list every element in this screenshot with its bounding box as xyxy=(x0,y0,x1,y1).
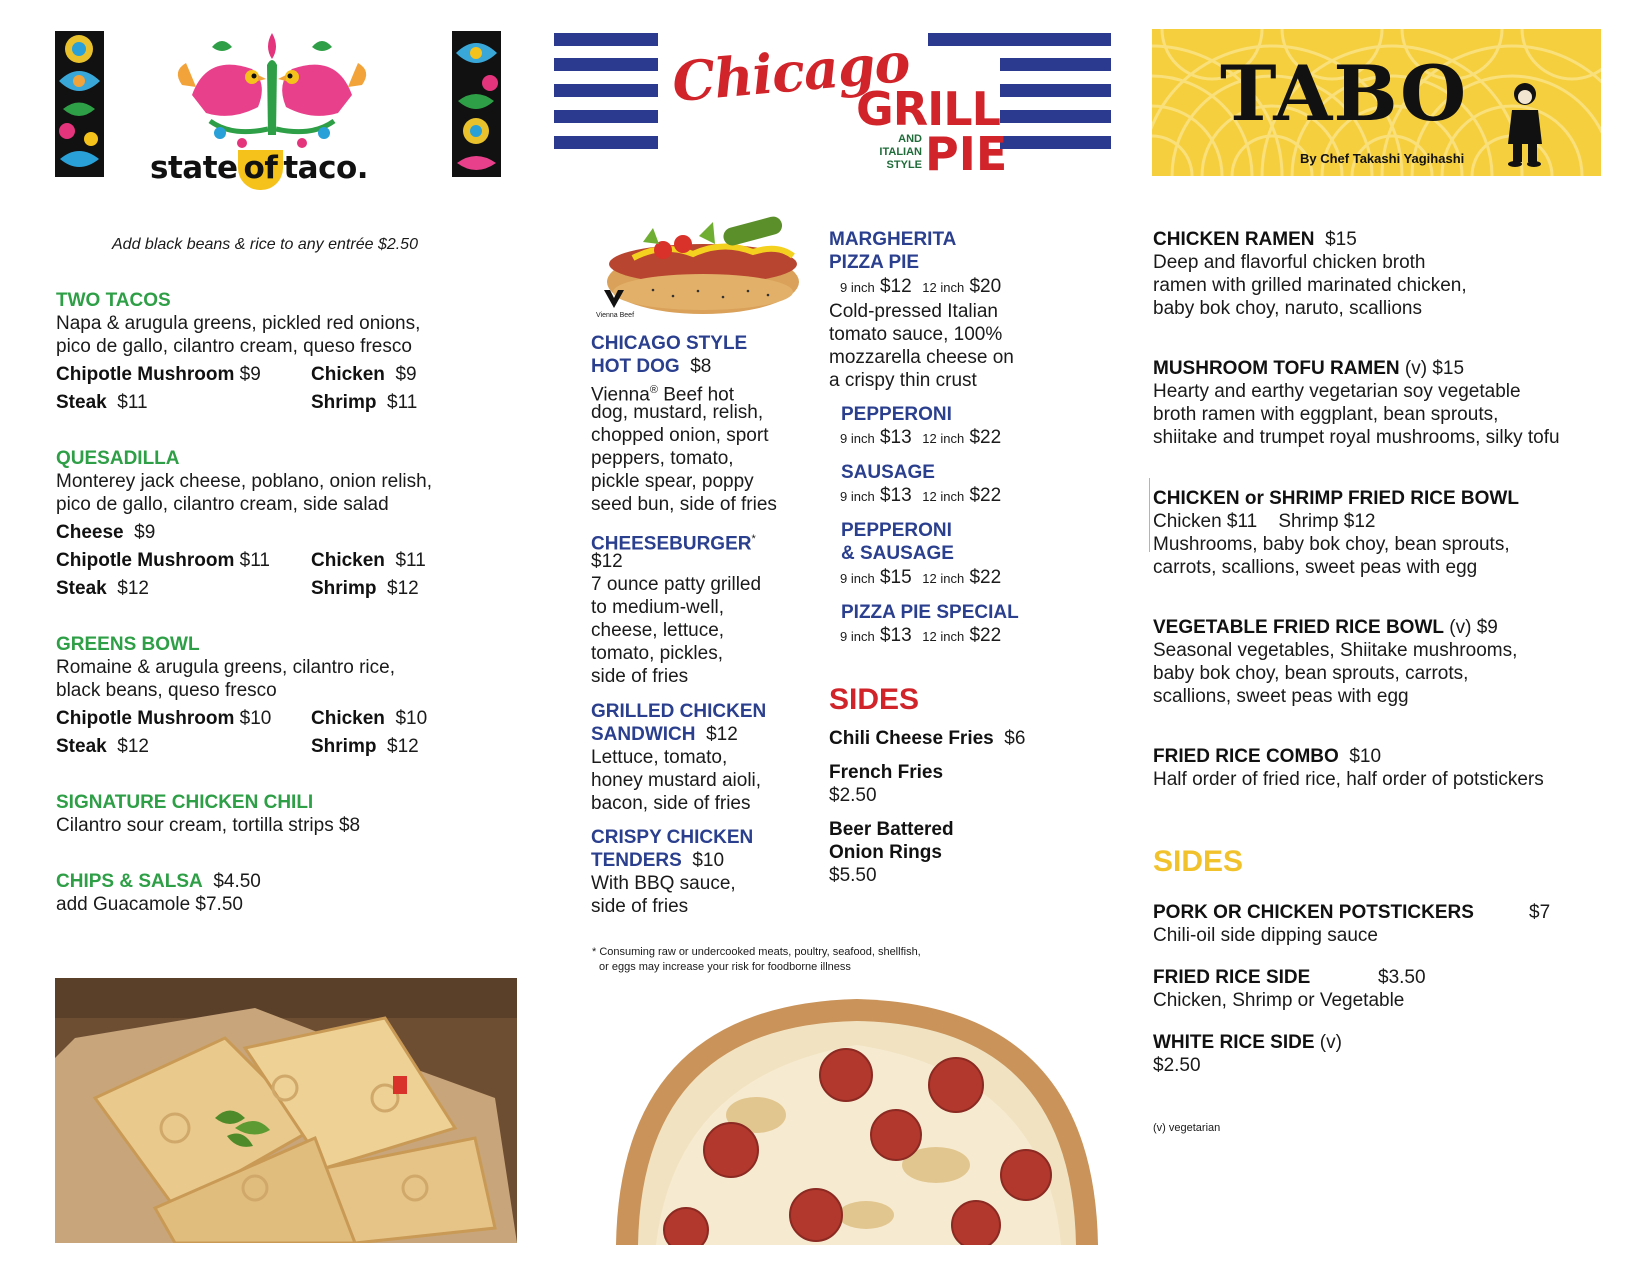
price-row: Shrimp $12 xyxy=(311,736,419,757)
cheeseburger-desc: side of fries xyxy=(591,666,689,687)
chicago-logo-script: Chicago xyxy=(669,29,912,115)
pepperoni-sizes: 9 inch $13 12 inch $22 xyxy=(840,427,1002,448)
hot-dog-title-row: HOT DOG $8 xyxy=(591,356,712,377)
fried-rice-side-title: FRIED RICE SIDE xyxy=(1153,967,1311,988)
fried-rice-bowl-desc: Mushrooms, baby bok choy, bean sprouts, xyxy=(1153,534,1510,555)
stripe xyxy=(554,110,658,123)
chili-title: SIGNATURE CHICKEN CHILI xyxy=(56,792,314,813)
price-row: Chicken $11 xyxy=(311,550,426,571)
side-price: $5.50 xyxy=(829,865,877,886)
veg-bowl-desc: baby bok choy, bean sprouts, carrots, xyxy=(1153,663,1469,684)
price-row: Chipotle Mushroom $10 xyxy=(56,708,272,729)
stripe xyxy=(1000,110,1111,123)
grilled-chicken-desc: Lettuce, tomato, xyxy=(591,747,728,768)
sausage-title: SAUSAGE xyxy=(841,462,935,483)
margherita-desc: tomato sauce, 100% xyxy=(829,324,1003,345)
greens-bowl-title: GREENS BOWL xyxy=(56,634,200,655)
cheeseburger-price: $12 xyxy=(591,551,623,572)
text-cursor-line xyxy=(1149,478,1150,552)
hot-dog-desc: dog, mustard, relish, xyxy=(591,402,764,423)
mushroom-ramen-desc: broth ramen with eggplant, bean sprouts, xyxy=(1153,404,1499,425)
birds-folk-art-icon xyxy=(172,25,372,155)
pizza-photo xyxy=(616,995,1098,1245)
hot-dog-desc: Vienna® Beef hot xyxy=(591,384,734,406)
fried-rice-side-price: $3.50 xyxy=(1378,967,1426,988)
margherita-title: MARGHERITA xyxy=(829,229,957,250)
hot-dog-icon xyxy=(603,192,799,324)
cheeseburger-desc: tomato, pickles, xyxy=(591,643,723,664)
chicken-ramen-desc: ramen with grilled marinated chicken, xyxy=(1153,275,1467,296)
hot-dog-desc: chopped onion, sport xyxy=(591,425,769,446)
chicago-logo-pie: PIE xyxy=(925,127,1008,181)
grilled-chicken-title: GRILLED CHICKEN xyxy=(591,701,767,722)
veg-bowl-desc: Seasonal vegetables, Shiitake mushrooms, xyxy=(1153,640,1518,661)
folk-pattern-left xyxy=(55,31,104,177)
chicago-logo-italian-style: AND ITALIAN STYLE xyxy=(879,133,922,171)
potstickers-price: $7 xyxy=(1529,902,1551,923)
margherita-sizes: 9 inch $12 12 inch $20 xyxy=(840,276,1002,297)
tenders-desc: side of fries xyxy=(591,896,689,917)
veg-bowl-title-row: VEGETABLE FRIED RICE BOWL (v) $9 xyxy=(1153,617,1498,638)
price-row: Steak $12 xyxy=(56,578,149,599)
two-tacos-desc: Napa & arugula greens, pickled red onions, xyxy=(56,313,421,334)
stripe xyxy=(554,33,658,46)
margherita-desc: mozzarella cheese on xyxy=(829,347,1014,368)
price-row: Chicken $10 xyxy=(311,708,428,729)
chicken-ramen-desc: Deep and flavorful chicken broth xyxy=(1153,252,1426,273)
mushroom-ramen-desc: shiitake and trumpet royal mushrooms, silky tofu xyxy=(1153,427,1560,448)
margherita-title: PIZZA PIE xyxy=(829,252,920,273)
veg-bowl-desc: scallions, sweet peas with egg xyxy=(1153,686,1409,707)
chicago-logo-grill: GRILL xyxy=(856,82,1000,136)
vienna-beef-label: Vienna Beef xyxy=(596,312,635,319)
pep-sausage-title: & SAUSAGE xyxy=(841,543,954,564)
chili-desc: Cilantro sour cream, tortilla strips $8 xyxy=(56,815,361,836)
quesadilla-photo xyxy=(55,978,517,1243)
pizza-special-sizes: 9 inch $13 12 inch $22 xyxy=(840,625,1002,646)
quesadilla-desc: pico de gallo, cilantro cream, side salad xyxy=(56,494,389,515)
two-tacos-title: TWO TACOS xyxy=(56,290,171,311)
pepperoni-title: PEPPERONI xyxy=(841,404,952,425)
side-price: $2.50 xyxy=(829,785,877,806)
pizza-special-title: PIZZA PIE SPECIAL xyxy=(841,602,1019,623)
tabo-subtitle: By Chef Takashi Yagihashi xyxy=(1300,151,1465,166)
greens-bowl-desc: Romaine & arugula greens, cilantro rice, xyxy=(56,657,396,678)
chicken-ramen-desc: baby bok choy, naruto, scallions xyxy=(1153,298,1422,319)
hot-dog-desc: pickle spear, poppy xyxy=(591,471,754,492)
white-rice-title-row: WHITE RICE SIDE (v) xyxy=(1153,1032,1342,1053)
fried-rice-side-desc: Chicken, Shrimp or Vegetable xyxy=(1153,990,1405,1011)
fried-rice-bowl-title: CHICKEN or SHRIMP FRIED RICE BOWL xyxy=(1153,488,1519,509)
grilled-chicken-desc: bacon, side of fries xyxy=(591,793,751,814)
hot-dog-desc: seed bun, side of fries xyxy=(591,494,777,515)
price-row: Shrimp $11 xyxy=(311,392,418,413)
potstickers-desc: Chili-oil side dipping sauce xyxy=(1153,925,1378,946)
addon-note: Add black beans & rice to any entrée $2.50 xyxy=(112,236,418,253)
hot-dog-desc: peppers, tomato, xyxy=(591,448,734,469)
chicken-ramen-title-row: CHICKEN RAMEN $15 xyxy=(1153,229,1357,250)
mushroom-ramen-desc: Hearty and earthy vegetarian soy vegetable xyxy=(1153,381,1521,402)
cheeseburger-desc: cheese, lettuce, xyxy=(591,620,725,641)
tenders-desc: With BBQ sauce, xyxy=(591,873,736,894)
cheeseburger-title: CHEESEBURGER* xyxy=(591,533,756,555)
stripe xyxy=(1000,136,1111,149)
side-item: Onion Rings xyxy=(829,842,942,863)
fried-rice-bowl-prices: Chicken $11 Shrimp $12 xyxy=(1153,511,1376,532)
white-rice-price: $2.50 xyxy=(1153,1055,1201,1076)
combo-title-row: FRIED RICE COMBO $10 xyxy=(1153,746,1382,767)
stripe xyxy=(554,136,658,149)
price-row: Steak $11 xyxy=(56,392,148,413)
price-row: Cheese $9 xyxy=(56,522,156,543)
margherita-desc: a crispy thin crust xyxy=(829,370,977,391)
sausage-sizes: 9 inch $13 12 inch $22 xyxy=(840,485,1002,506)
price-row: Steak $12 xyxy=(56,736,149,757)
combo-desc: Half order of fried rice, half order of potstickers xyxy=(1153,769,1544,790)
price-row: Shrimp $12 xyxy=(311,578,419,599)
pep-sausage-sizes: 9 inch $15 12 inch $22 xyxy=(840,567,1002,588)
quesadilla-desc: Monterey jack cheese, poblano, onion relish, xyxy=(56,471,433,492)
vienna-beef-logo-icon xyxy=(602,288,626,310)
fried-rice-bowl-desc: carrots, scallions, sweet peas with egg xyxy=(1153,557,1478,578)
grilled-chicken-title-row: SANDWICH $12 xyxy=(591,724,738,745)
stripe xyxy=(554,58,658,71)
stripe xyxy=(1000,58,1111,71)
grilled-chicken-desc: honey mustard aioli, xyxy=(591,770,762,791)
stripe xyxy=(928,33,1111,46)
potstickers-title: PORK OR CHICKEN POTSTICKERS xyxy=(1153,902,1474,923)
tenders-title: CRISPY CHICKEN xyxy=(591,827,754,848)
two-tacos-desc: pico de gallo, cilantro cream, queso fresco xyxy=(56,336,412,357)
stripe xyxy=(554,84,658,97)
disclaimer: or eggs may increase your risk for foodborne illness xyxy=(599,961,851,973)
side-item: Beer Battered xyxy=(829,819,954,840)
mushroom-ramen-title-row: MUSHROOM TOFU RAMEN (v) $15 xyxy=(1153,358,1465,379)
state-of-taco-logo: state of taco. xyxy=(150,150,368,190)
side-item: Chili Cheese Fries $6 xyxy=(829,728,1026,749)
chicago-sides-title: SIDES xyxy=(829,683,920,716)
cheeseburger-desc: 7 ounce patty grilled xyxy=(591,574,762,595)
quesadilla-title: QUESADILLA xyxy=(56,448,180,469)
price-row: Chipotle Mushroom $11 xyxy=(56,550,270,571)
tabo-logo: TABO xyxy=(1220,49,1468,138)
folk-pattern-right xyxy=(452,31,501,177)
chips-desc: add Guacamole $7.50 xyxy=(56,894,243,915)
stripe xyxy=(1000,84,1111,97)
margherita-desc: Cold-pressed Italian xyxy=(829,301,998,322)
pep-sausage-title: PEPPERONI xyxy=(841,520,952,541)
tabo-sides-title: SIDES xyxy=(1153,845,1244,878)
vegetarian-note: (v) vegetarian xyxy=(1153,1122,1221,1134)
chef-illustration-icon xyxy=(1500,80,1550,170)
price-row: Chipotle Mushroom $9 xyxy=(56,364,261,385)
disclaimer: * Consuming raw or undercooked meats, poultry, seafood, shellfish, xyxy=(592,946,921,958)
tenders-title-row: TENDERS $10 xyxy=(591,850,725,871)
price-row: Chicken $9 xyxy=(311,364,417,385)
greens-bowl-desc: black beans, queso fresco xyxy=(56,680,277,701)
side-item: French Fries xyxy=(829,762,944,783)
chips-title-row: CHIPS & SALSA $4.50 xyxy=(56,871,261,892)
hot-dog-title: CHICAGO STYLE xyxy=(591,333,748,354)
cheeseburger-desc: to medium-well, xyxy=(591,597,725,618)
